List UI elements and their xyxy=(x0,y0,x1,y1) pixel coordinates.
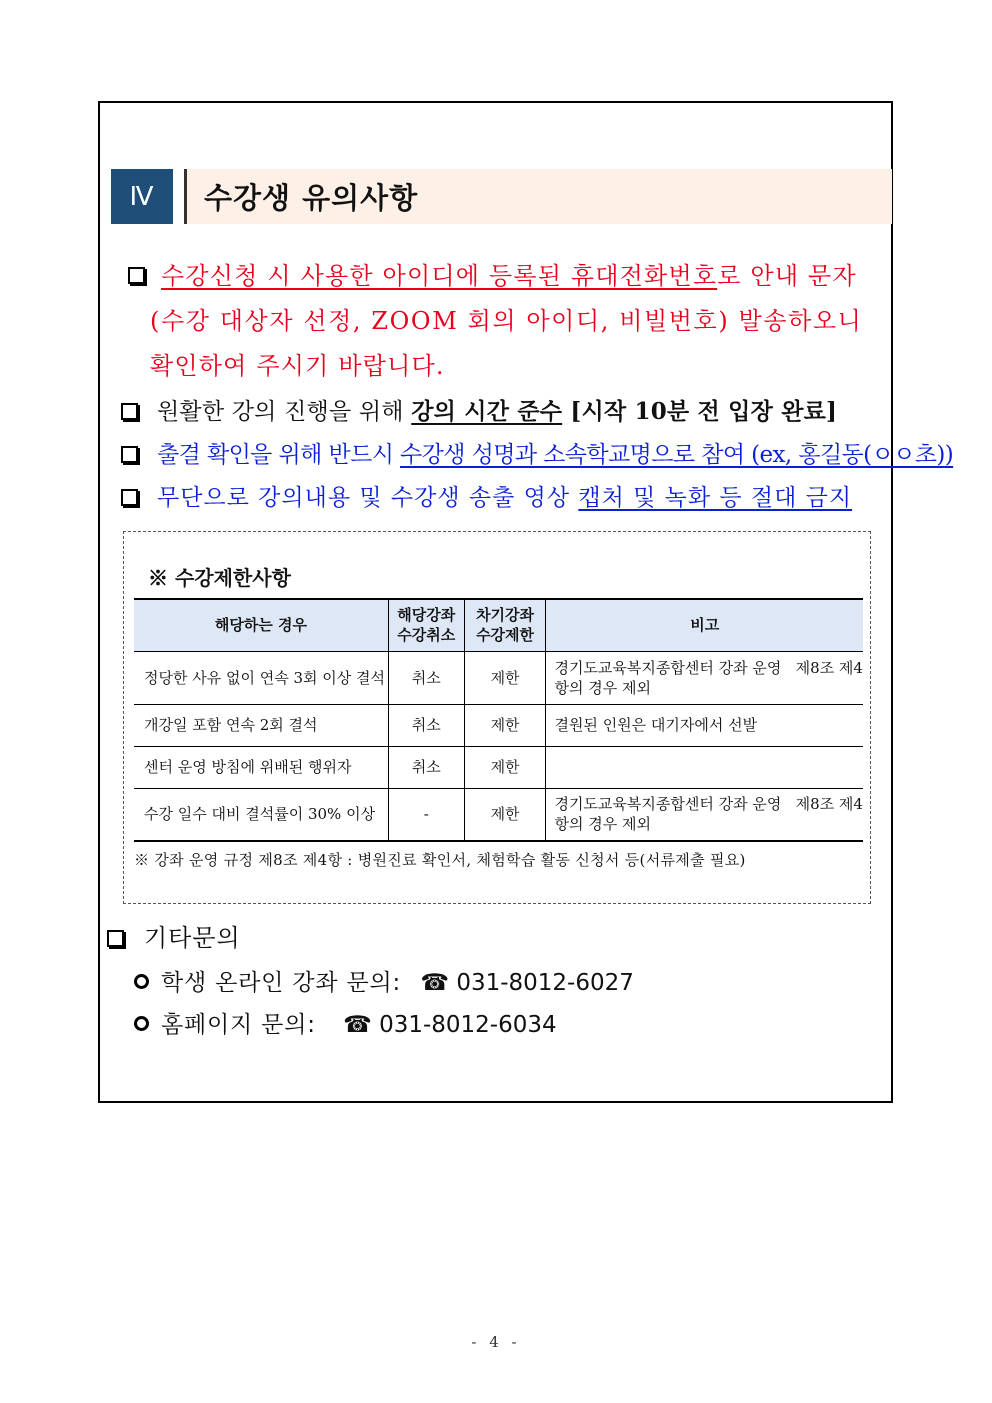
cell-cancel: 취소 xyxy=(388,746,464,788)
checkbox-bullet-icon xyxy=(121,446,138,463)
checkbox-bullet-icon xyxy=(107,930,124,947)
header-cancel-line-2: 수강취소 xyxy=(397,626,456,645)
note-line-1: 경기도교육복지종합센터 강좌 운영 제8조 제4 xyxy=(554,795,863,814)
cell-next: 제한 xyxy=(464,746,546,788)
cell-note xyxy=(546,651,863,704)
header-next xyxy=(464,599,546,651)
restriction-table xyxy=(134,598,863,842)
notice-3-prefix: 출결 확인을 위해 반드시 xyxy=(157,442,401,468)
restriction-title: ※ 수강제한사항 xyxy=(148,566,291,590)
table-row xyxy=(134,746,863,788)
page-number: - 4 - xyxy=(471,1333,521,1351)
table-row xyxy=(134,788,863,841)
notice-2-emphasis: 강의 시간 준수 xyxy=(411,398,563,425)
header-note: 비고 xyxy=(546,599,863,651)
notice-3-emphasis: 수강생 성명과 소속학교명으로 참여 (ex, 홍길동(ㅇㅇ초)) xyxy=(400,442,954,468)
table-row xyxy=(134,651,863,704)
checkbox-bullet-icon xyxy=(121,403,138,420)
checkbox-bullet-icon xyxy=(128,267,145,284)
header-next-line-1: 차기강좌 xyxy=(476,606,535,625)
cell-note xyxy=(546,704,863,746)
circle-bullet-icon xyxy=(134,974,149,989)
note-line-2: 항의 경우 제외 xyxy=(554,678,651,697)
cell-next: 제한 xyxy=(464,788,546,841)
notice-1-line-2: (수강 대상자 선정, ZOOM 회의 아이디, 비빌번호) 발송하오니 xyxy=(150,307,863,335)
cell-case: 정당한 사유 없이 연속 3회 이상 결석 xyxy=(134,651,388,704)
cell-cancel: 취소 xyxy=(388,651,464,704)
note-line-2: 항의 경우 제외 xyxy=(554,815,651,834)
contact-homepage xyxy=(134,1007,557,1043)
header-next-line-2: 수강제한 xyxy=(476,626,535,645)
cell-case: 개강일 포함 연속 2회 결석 xyxy=(134,704,388,746)
contact-label: 홈페이지 문의: xyxy=(161,1012,316,1038)
cell-case: 수강 일수 대비 결석률이 30% 이상 xyxy=(134,788,388,841)
header-case: 해당하는 경우 xyxy=(134,599,388,651)
notice-2-prefix: 원활한 강의 진행을 위해 xyxy=(157,399,412,425)
cell-case: 센터 운영 방침에 위배된 행위자 xyxy=(134,746,388,788)
restriction-footnote: ※ 강좌 운영 규정 제8조 제4항 : 병원진료 확인서, 체험학습 활동 신청서 등(서류제출 필요) xyxy=(134,851,746,869)
note-line-1: 결원된 인원은 대기자에서 선발 xyxy=(554,716,758,734)
cell-note xyxy=(546,788,863,841)
circle-bullet-icon xyxy=(134,1016,149,1031)
contact-label: 학생 온라인 강좌 문의: xyxy=(161,970,402,996)
table-row xyxy=(134,704,863,746)
cell-cancel: 취소 xyxy=(388,704,464,746)
notice-1-line-3: 확인하여 주시기 바랍니다. xyxy=(150,352,445,380)
etc-title: 기타문의 xyxy=(144,924,241,952)
contact-phone: 031-8012-6034 xyxy=(379,1012,557,1038)
notice-1-emphasis: 수강신청 시 사용한 아이디에 등록된 휴대전화번호 xyxy=(161,262,718,290)
cell-next: 제한 xyxy=(464,651,546,704)
notice-4-emphasis: 캡처 및 녹화 등 절대 금지 xyxy=(578,485,853,511)
phone-icon: ☎ xyxy=(420,970,450,996)
contact-phone: 031-8012-6027 xyxy=(456,970,634,996)
section-title: 수강생 유의사항 xyxy=(204,181,419,215)
header-cancel xyxy=(388,599,464,651)
phone-icon: ☎ xyxy=(343,1012,372,1038)
note-line-1: 경기도교육복지종합센터 강좌 운영 제8조 제4 xyxy=(554,658,863,677)
table-header-row xyxy=(134,599,863,651)
cell-cancel: - xyxy=(388,788,464,841)
checkbox-bullet-icon xyxy=(121,489,138,506)
notice-4-prefix: 무단으로 강의내용 및 수강생 송출 영상 xyxy=(157,485,579,511)
cell-next: 제한 xyxy=(464,704,546,746)
contact-student xyxy=(134,965,634,1001)
cell-note xyxy=(546,746,863,788)
notice-2-suffix: [시작 10분 전 입장 완료] xyxy=(562,398,838,425)
notice-1-text: 로 안내 문자 xyxy=(717,262,857,290)
header-cancel-line-1: 해당강좌 xyxy=(397,606,456,625)
section-number: Ⅳ xyxy=(111,169,173,224)
